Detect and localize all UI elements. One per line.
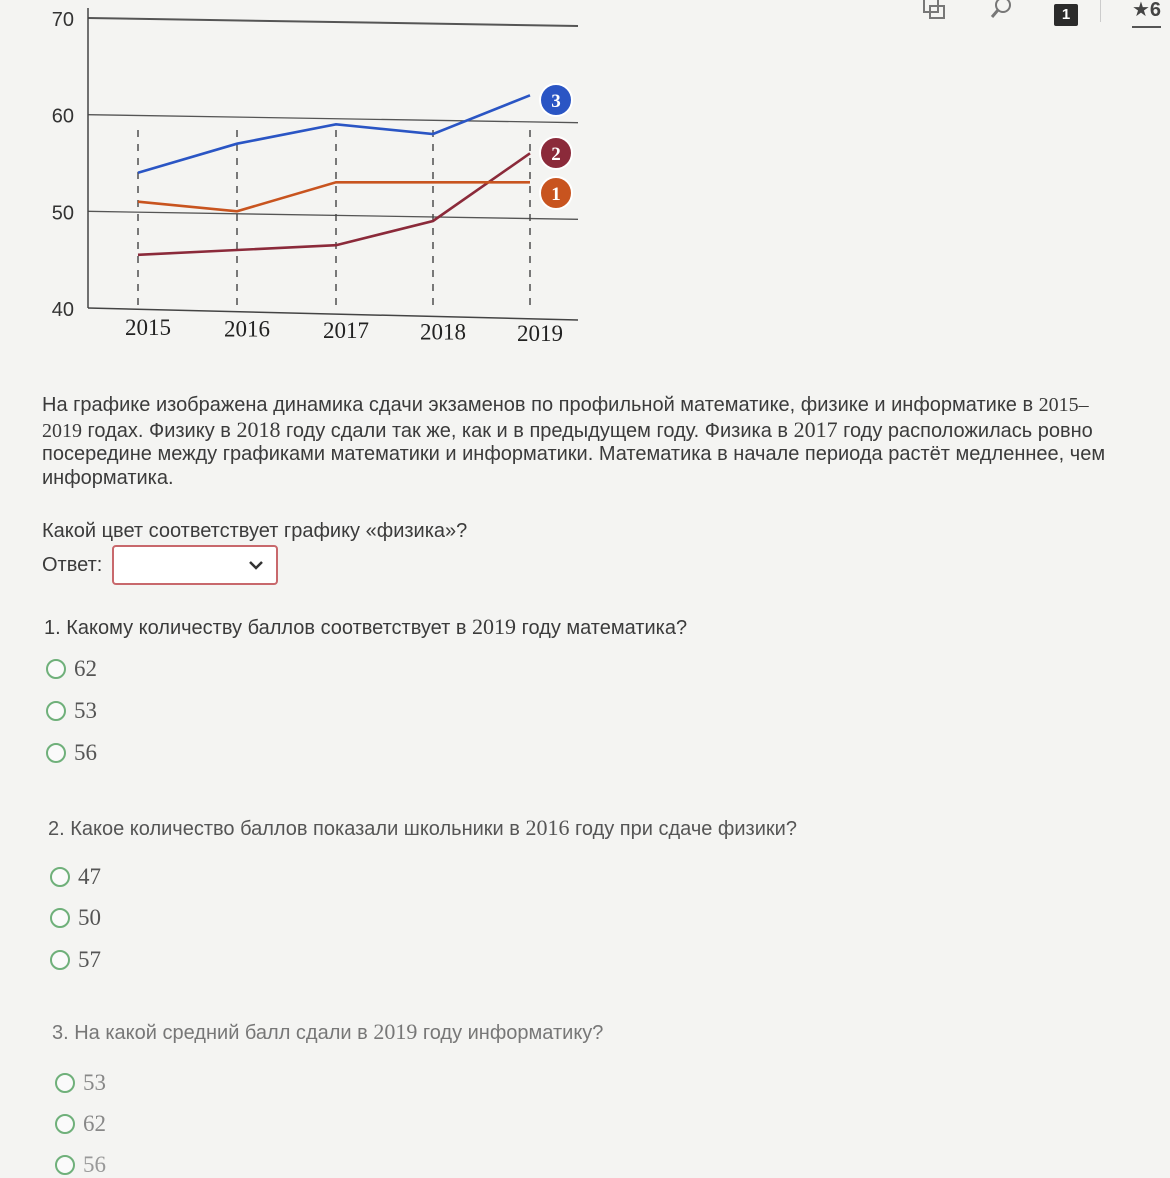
x-tick-label: 2015 — [125, 315, 171, 340]
x-tick-label: 2019 — [517, 321, 563, 346]
grid-line — [88, 211, 578, 219]
q1-option-2[interactable]: 53 — [46, 698, 97, 724]
series-line-2 — [138, 153, 530, 255]
series-line-1 — [138, 182, 530, 211]
search-icon[interactable] — [990, 0, 1020, 22]
color-question: Какой цвет соответствует графику «физика»? — [42, 520, 467, 543]
chevron-down-icon — [246, 555, 266, 575]
radio-button[interactable] — [46, 743, 66, 763]
radio-button[interactable] — [46, 701, 66, 721]
desc-year-b: 2017 — [794, 417, 838, 442]
radio-button[interactable] — [55, 1073, 75, 1093]
radio-button[interactable] — [46, 659, 66, 679]
radio-button[interactable] — [55, 1155, 75, 1175]
y-tick-label: 40 — [52, 299, 74, 321]
y-tick-label: 70 — [52, 9, 74, 31]
y-tick-label: 50 — [52, 202, 74, 224]
question-2: 2. Какое количество баллов показали школьники в 2016 году при сдаче физики? — [48, 815, 797, 841]
q2-option-2[interactable]: 50 — [50, 905, 101, 931]
question-1: 1. Какому количеству баллов соответствует в 2019 году математика? — [44, 614, 687, 640]
q2-option-1[interactable]: 47 — [50, 864, 101, 890]
x-tick-label: 2017 — [323, 318, 369, 343]
radio-button[interactable] — [55, 1114, 75, 1134]
desc-text-4: году расположилась ровно посередине между графиками математики и информатики. Математика в начале периода растёт медленнее, чем информатика. — [42, 420, 1105, 489]
q3-option-2[interactable]: 62 — [55, 1111, 106, 1137]
q1-option-3[interactable]: 56 — [46, 740, 97, 766]
q3-option-1[interactable]: 53 — [55, 1070, 106, 1096]
star-rating[interactable]: ★6 — [1132, 0, 1161, 28]
desc-year-range: 2015–2019 — [42, 394, 1089, 442]
radio-button[interactable] — [50, 950, 70, 970]
desc-year-a: 2018 — [236, 417, 280, 442]
exam-chart — [0, 0, 600, 360]
counter-badge[interactable] — [1054, 4, 1078, 26]
answer-select[interactable] — [112, 545, 278, 585]
answer-row — [42, 545, 278, 585]
x-tick-label: 2018 — [420, 320, 466, 345]
question-3: 3. На какой средний балл сдали в 2019 году информатику? — [52, 1019, 603, 1045]
radio-button[interactable] — [50, 908, 70, 928]
series-marker-label: 2 — [551, 144, 561, 165]
grid-line — [88, 115, 578, 123]
grid-line — [88, 18, 578, 26]
series-marker-label: 3 — [551, 91, 561, 112]
q3-option-3[interactable]: 56 — [55, 1152, 106, 1178]
divider — [1100, 0, 1101, 22]
task-description — [42, 394, 1127, 490]
x-tick-label: 2016 — [224, 317, 270, 342]
q2-option-3[interactable]: 57 — [50, 947, 101, 973]
desc-text-1: На графике изображена динамика сдачи экзаменов по профильной математике, физике и информатике в — [42, 394, 1039, 416]
copy-icon[interactable] — [920, 0, 950, 22]
answer-label: Ответ: — [42, 554, 102, 577]
desc-text-2: годах. Физику в — [82, 420, 236, 442]
series-marker-label: 1 — [551, 184, 561, 205]
counter-badge-value: 1 — [1062, 6, 1070, 23]
y-tick-label: 60 — [52, 106, 74, 128]
q1-option-1[interactable]: 62 — [46, 656, 97, 682]
radio-button[interactable] — [50, 867, 70, 887]
series-line-3 — [138, 95, 530, 172]
desc-text-3: году сдали так же, как и в предыдущем году. Физика в — [280, 420, 793, 442]
